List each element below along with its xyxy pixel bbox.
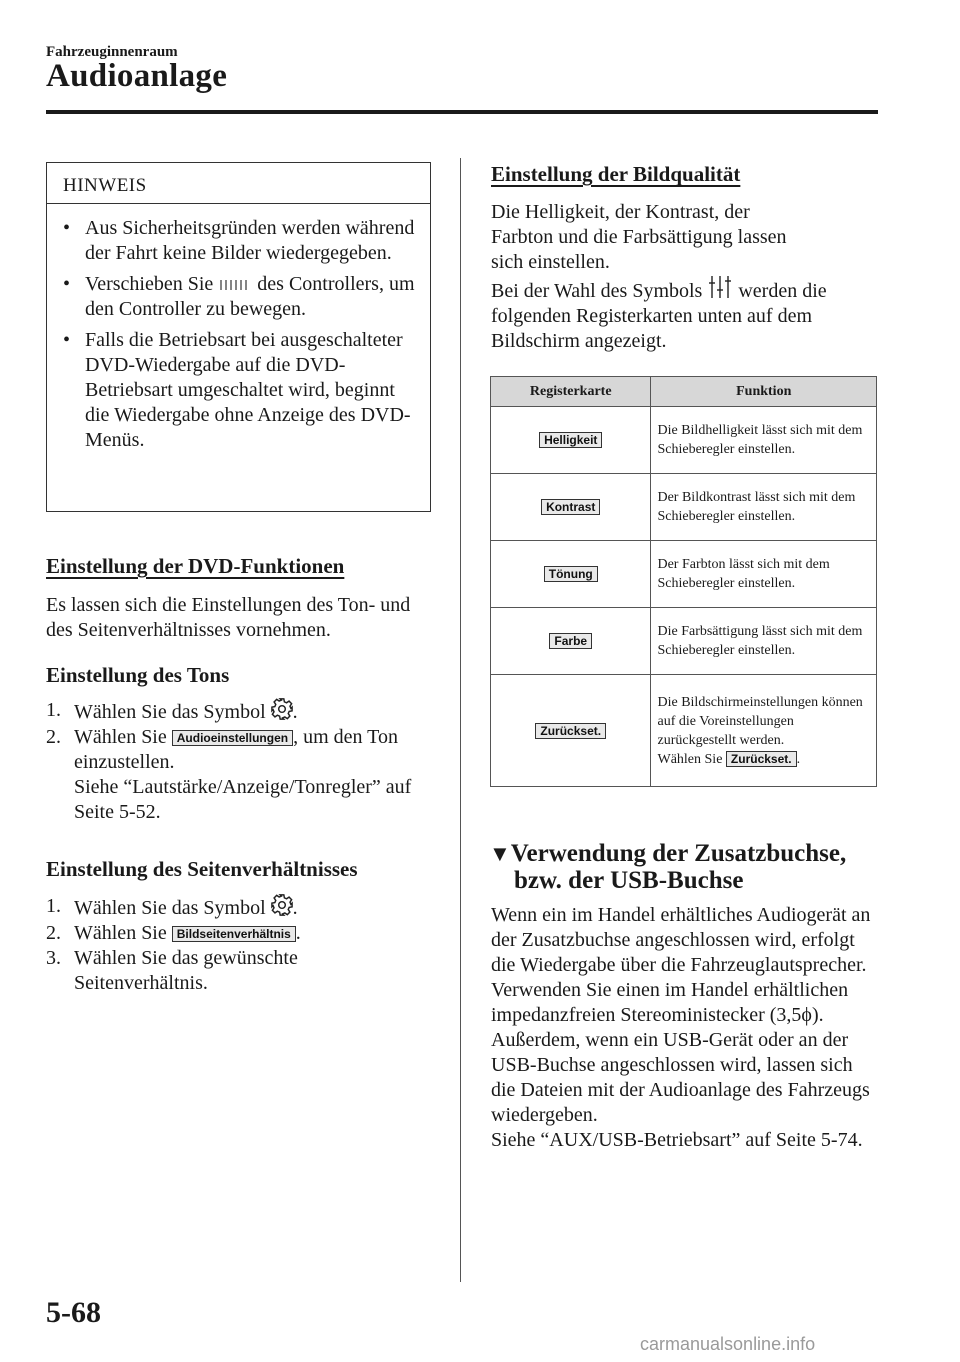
aux-heading-line1: Verwendung der Zusatzbuchse, — [510, 840, 847, 867]
step-number: 3. — [46, 947, 61, 969]
table-row — [491, 675, 877, 787]
audio-settings-button-label: Audioeinstellungen — [172, 730, 293, 746]
image-quality-intro — [491, 200, 876, 354]
step-text: Wählen Sie — [74, 922, 167, 944]
aspect-steps — [46, 894, 431, 996]
aux-usb-heading — [489, 840, 879, 894]
aspect-ratio-heading: Einstellung des Seitenverhältnisses — [46, 857, 358, 881]
tab-cell — [491, 541, 651, 608]
aspect-step-3 — [46, 946, 431, 996]
section-label: Fahrzeuginnenraum — [46, 44, 178, 60]
step-text: Wählen Sie das gewünschte Seitenverhältnis. — [74, 947, 298, 994]
tab-cell — [491, 474, 651, 541]
function-cell: Der Bildkontrast lässt sich mit dem Schieberegler einstellen. — [651, 474, 877, 541]
usb-paragraph: Außerdem, wenn ein USB-Gerät oder an der USB-Buchse angeschlossen wird, lassen sich die Dateien mit der Audioanlage des Fahrzeugs wiedergeben. — [491, 1029, 870, 1126]
note-item — [59, 272, 419, 322]
bullet: • — [63, 329, 71, 351]
aspect-step-2 — [46, 921, 431, 946]
note-item — [59, 328, 419, 453]
function-text — [657, 750, 870, 769]
equalizer-icon — [707, 275, 733, 299]
color-tab-label: Farbe — [549, 633, 592, 649]
function-text-pre: Wählen Sie — [657, 751, 723, 767]
note-box — [46, 162, 431, 512]
header-rule — [46, 110, 878, 114]
step-text: Wählen Sie das Symbol — [74, 897, 266, 919]
reset-tab-label: Zurückset. — [535, 723, 606, 739]
watermark: carmanualsonline.info — [640, 1334, 816, 1354]
contrast-tab-label: Kontrast — [541, 499, 600, 515]
intro-text: Die Helligkeit, der Kontrast, der Farbton und die Farbsättigung lassen sich einstellen. — [491, 201, 787, 273]
table-row — [491, 474, 877, 541]
function-cell: Der Farbton lässt sich mit dem Schieberegler einstellen. — [651, 541, 877, 608]
table-header-function: Funktion — [651, 377, 877, 407]
bullet: • — [63, 217, 71, 239]
note-list — [59, 216, 419, 459]
function-cell: Die Bildhelligkeit lässt sich mit dem Schieberegler einstellen. — [651, 407, 877, 474]
triangle-marker-icon: ▼ — [489, 841, 511, 866]
step-text: . — [292, 701, 298, 723]
note-text: Aus Sicherheitsgründen werden während der Fahrt keine Bilder wiedergegeben. — [85, 217, 415, 264]
bullet: • — [63, 273, 71, 295]
function-cell: Die Farbsättigung lässt sich mit dem Schieberegler einstellen. — [651, 608, 877, 675]
tone-steps — [46, 698, 431, 825]
step-number: 1. — [46, 699, 61, 721]
step-number: 2. — [46, 922, 61, 944]
table-header-row — [491, 377, 877, 407]
step-text: Wählen Sie das Symbol — [74, 701, 266, 723]
function-text: Die Bildschirmeinstellungen können auf die Voreinstellungen zurückgestellt werden. — [657, 694, 863, 748]
tab-cell — [491, 608, 651, 675]
image-quality-heading: Einstellung der Bildqualität — [491, 162, 741, 186]
aspect-ratio-button-label: Bildseitenverhältnis — [172, 926, 296, 942]
table-row — [491, 608, 877, 675]
note-text: Verschieben Sie — [85, 273, 214, 295]
reset-button-label: Zurückset. — [726, 751, 797, 767]
aux-cross-reference: Siehe “AUX/USB-Betriebsart” auf Seite 5-74. — [491, 1129, 863, 1151]
page-number: 5-68 — [46, 1296, 101, 1329]
table-row — [491, 407, 877, 474]
function-text-post: . — [796, 751, 801, 767]
brightness-tab-label: Helligkeit — [539, 432, 602, 448]
select-text — [491, 275, 876, 354]
table-header-tab: Registerkarte — [491, 377, 651, 407]
step-number: 1. — [46, 895, 61, 917]
gear-icon — [271, 894, 293, 916]
dvd-functions-heading: Einstellung der DVD-Funktionen — [46, 554, 345, 578]
tone-heading: Einstellung des Tons — [46, 663, 230, 687]
aux-paragraph: Wenn ein im Handel erhältliches Audiogerät an der Zusatzbuchse angeschlossen wird, erfolgt die Wiedergabe über die Fahrzeuglautsprecher. Verwenden Sie einen im Handel erhältlichen impedanzfreien Stereoministecker (3,5ϕ). — [491, 904, 871, 1026]
gear-icon — [271, 698, 293, 720]
aux-heading-line2: bzw. der USB-Buchse — [514, 867, 744, 894]
aspect-step-1 — [46, 894, 431, 921]
note-text: Falls die Betriebsart bei ausgeschalteter DVD-Wiedergabe auf die DVD-Betriebsart umgeschaltet wird, beginnt die Wiedergabe ohne Anzeige des DVD-Menüs. — [85, 329, 411, 451]
dvd-functions-intro: Es lassen sich die Einstellungen des Ton- und des Seitenverhältnisses vornehmen. — [46, 594, 411, 641]
aux-usb-body — [491, 903, 879, 1153]
select-post: werden die folgenden Registerkarten unten auf dem Bildschirm angezeigt. — [491, 280, 827, 352]
tone-step-1 — [46, 698, 431, 725]
step-text: Wählen Sie — [74, 726, 167, 748]
step-text: . — [292, 897, 298, 919]
step-text: , um den Ton einzustellen. — [74, 726, 398, 773]
note-title-rule — [47, 203, 430, 204]
tone-step-2 — [46, 725, 431, 825]
column-divider — [460, 158, 461, 1282]
step-number: 2. — [46, 726, 61, 748]
note-text: des Controllers, um den Controller zu bewegen. — [85, 273, 415, 320]
controller-grip-icon — [218, 278, 252, 292]
chapter-title: Audioanlage — [46, 58, 228, 94]
cross-reference: Siehe “Lautstärke/Anzeige/Tonregler” auf Seite 5-52. — [74, 776, 412, 823]
tab-cell — [491, 407, 651, 474]
tint-tab-label: Tönung — [544, 566, 598, 582]
note-title: HINWEIS — [63, 175, 147, 196]
tab-function-table — [490, 376, 877, 787]
step-text: . — [295, 922, 301, 944]
select-pre: Bei der Wahl des Symbols — [491, 280, 703, 302]
note-item — [59, 216, 419, 266]
function-cell — [651, 675, 877, 787]
tab-cell — [491, 675, 651, 787]
table-row — [491, 541, 877, 608]
